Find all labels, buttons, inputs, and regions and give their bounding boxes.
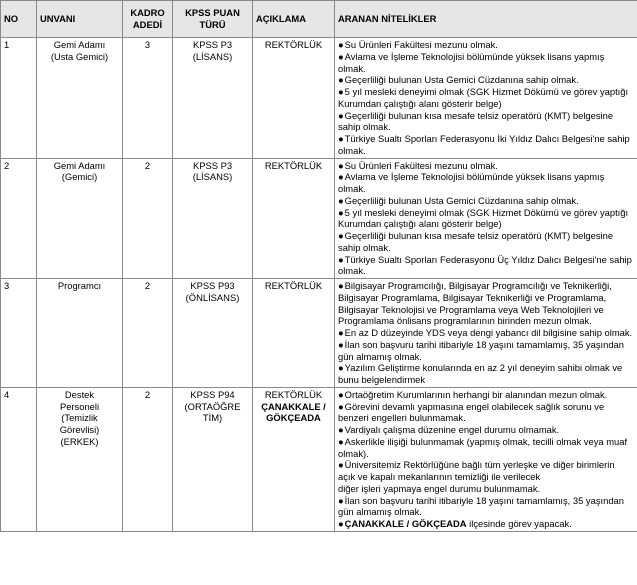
requirement-text: İlan son başvuru tarihi itibariyle 18 yaşını tamamlamış, 35 yaşından gün almamış olmak. (338, 494, 624, 518)
requirement-text: Türkiye Sualtı Sporları Federasyonu Üç Yıldız Dalıcı Belgesi'ne sahip olmak. (338, 253, 632, 277)
cell-kpss-puan-turu (173, 387, 253, 531)
requirement-item (338, 459, 634, 494)
cell-aciklama-text: REKTÖRLÜK (264, 159, 323, 171)
cell-kadro-adedi-text: 2 (144, 159, 151, 171)
requirement-text: İlan son başvuru tarihi itibariyle 18 yaşını tamamlamış, 35 yaşından gün almamış olmak. (338, 338, 624, 362)
table-row (1, 38, 637, 159)
cell-no (1, 38, 37, 159)
bullet-icon: ● (338, 230, 344, 241)
requirement-text-tail: ilçesinde görev yapacak. (466, 518, 572, 529)
cell-kadro-adedi-text: 3 (144, 39, 151, 50)
requirement-text: Görevini devamlı yapmasına engel olabilecek sağlık sorunu ve benzeri engelleri bulunmamak. (338, 400, 605, 424)
cell-unvan-text: Destek Personeli (Temizlik Görevlisi) (ERKEK) (59, 388, 100, 447)
requirement-text: Geçerliliği bulunan kısa mesafe telsiz operatörü (KMT) belgesine sahip olmak. (338, 109, 614, 133)
requirement-text: Yazılım Geliştirme konularında en az 2 yıl deneyim sahibi olmak ve bunu belgelendirmek (338, 362, 623, 385)
cell-kadro-adedi (123, 158, 173, 279)
requirement-item (338, 362, 634, 386)
cell-kadro-adedi-text: 2 (144, 280, 151, 291)
header-row (1, 1, 637, 38)
cell-no (1, 158, 37, 279)
cell-no-text: 1 (4, 39, 10, 50)
bullet-icon: ● (338, 39, 344, 50)
cell-kpss-puan-turu (173, 279, 253, 388)
requirement-item (338, 133, 634, 157)
bullet-icon: ● (338, 280, 344, 291)
requirement-text: Vardiyalı çalışma düzenine engel durumu olmamak. (344, 424, 560, 435)
cell-unvan-text: Gemi Adamı (Usta Gemici) (50, 39, 109, 62)
cell-aciklama-text: REKTÖRLÜK (264, 39, 323, 50)
requirement-item (338, 424, 634, 436)
requirement-text: Askerlikle ilişiği bulunmamak (yapmış olmak, tecilli olmak veya muaf olmak). (338, 435, 628, 459)
cell-kpss-puan-turu (173, 158, 253, 279)
requirement-item (338, 436, 634, 460)
table-row (1, 387, 637, 531)
requirement-item (338, 195, 634, 207)
requirement-item (338, 401, 634, 425)
table-row (1, 279, 637, 388)
header-aranan-nitelikler: ARANAN NİTELİKLER (335, 1, 637, 38)
cell-aciklama (253, 158, 335, 279)
cell-aciklama (253, 279, 335, 388)
bullet-icon: ● (338, 133, 344, 144)
bullet-icon: ● (338, 459, 344, 471)
requirement-item (338, 327, 634, 339)
bullet-icon: ● (338, 74, 344, 86)
bullet-icon: ● (338, 338, 344, 350)
cell-no-text: 3 (4, 280, 10, 291)
table-body (1, 38, 637, 532)
header-no: NO (1, 1, 37, 38)
requirement-text: Geçerliliği bulunan Usta Gemici Cüzdanına sahip olmak. (344, 194, 579, 206)
requirement-item (338, 280, 634, 327)
requirement-text: 5 yıl mesleki deneyimi olmak (SGK Hizmet Dökümü ve görev yaptığı Kurumdan çalıştığı alanı gösterir belge) (338, 206, 629, 230)
requirement-item (338, 110, 634, 134)
requirement-item (338, 51, 634, 75)
bullet-icon: ● (338, 494, 344, 506)
requirement-text: ÇANAKKALE / GÖKÇEADA (344, 518, 467, 529)
cell-aranan-nitelikler (335, 279, 637, 388)
requirement-text: 5 yıl mesleki deneyimi olmak (SGK Hizmet Dökümü ve görev yaptığı Kurumdan çalıştığı alanı gösterir belge) (338, 86, 629, 109)
cell-unvan (37, 38, 123, 159)
bullet-icon: ● (338, 253, 344, 265)
cell-aciklama (253, 38, 335, 159)
cell-kpss-puan-turu-text: KPSS P93 (ÖNLİSANS) (185, 280, 240, 303)
cell-aranan-nitelikler (335, 38, 637, 159)
cell-no (1, 279, 37, 388)
cell-kadro-adedi (123, 387, 173, 531)
bullet-icon: ● (338, 327, 344, 338)
requirement-item (338, 171, 634, 195)
cell-unvan (37, 387, 123, 531)
header-kpss-puan-turu: KPSS PUAN TÜRÜ (173, 1, 253, 38)
cell-kadro-adedi (123, 279, 173, 388)
cell-kpss-puan-turu-text: KPSS P3 (LİSANS) (192, 39, 233, 62)
cell-aciklama-text: REKTÖRLÜK (264, 280, 323, 291)
cell-aranan-nitelikler (335, 158, 637, 279)
requirement-item (338, 74, 634, 86)
requirement-item (338, 518, 634, 530)
bullet-icon: ● (338, 194, 344, 206)
requirement-text: Avlama ve İşleme Teknolojisi bölümünde yüksek lisans yapmış olmak. (338, 50, 605, 74)
header-unvan: UNVANI (37, 1, 123, 38)
cell-kadro-adedi (123, 38, 173, 159)
cell-aciklama-text: REKTÖRLÜK (264, 388, 323, 400)
bullet-icon: ● (338, 86, 344, 97)
cell-kadro-adedi-text: 2 (144, 388, 151, 400)
requirement-text: Geçerliliği bulunan kısa mesafe telsiz operatörü (KMT) belgesine sahip olmak. (338, 230, 614, 253)
bullet-icon: ● (338, 159, 344, 171)
requirement-text: Su Ürünleri Fakültesi mezunu olmak. (344, 39, 498, 50)
bullet-icon: ● (338, 400, 344, 412)
cell-no-text: 4 (4, 388, 10, 400)
cell-unvan-text: Gemi Adamı (Gemici) (53, 159, 106, 183)
cell-no-text: 2 (4, 159, 10, 171)
bullet-icon: ● (338, 50, 344, 62)
requirement-item (338, 160, 634, 172)
bullet-icon: ● (338, 435, 344, 447)
cell-kpss-puan-turu-text: KPSS P3 (LİSANS) (192, 159, 233, 183)
header-kadro-adedi: KADRO ADEDİ (123, 1, 173, 38)
requirement-text: Su Ürünleri Fakültesi mezunu olmak. (344, 159, 498, 171)
requirement-item (338, 39, 634, 51)
requirement-item (338, 254, 634, 278)
table-row (1, 158, 637, 279)
bullet-icon: ● (338, 424, 344, 435)
cell-aciklama-location: ÇANAKKALE / GÖKÇEADA (261, 400, 326, 424)
requirement-item (338, 230, 634, 254)
bullet-icon: ● (338, 362, 344, 374)
bullet-icon: ● (338, 388, 344, 400)
cell-unvan-text: Programcı (57, 280, 102, 291)
requirement-item (338, 389, 634, 401)
cell-no (1, 387, 37, 531)
requirement-item (338, 339, 634, 363)
requirement-text: Avlama ve İşleme Teknolojisi bölümünde yüksek lisans yapmış olmak. (338, 171, 605, 194)
requirement-text: Türkiye Sualtı Sporları Federasyonu İki Yıldız Dalıcı Belgesi'ne sahip olmak. (338, 133, 630, 156)
bullet-icon: ● (338, 109, 344, 121)
requirement-item (338, 495, 634, 519)
cell-kpss-puan-turu (173, 38, 253, 159)
requirement-text: Üniversitemiz Rektörlüğüne bağlı tüm yerleşke ve diğer birimlerin açık ve kapalı mekanlarının temizliği ile verilecek diğer işleri yapmaya engel durumu bulunmamak. (338, 459, 615, 494)
header-aciklama: AÇIKLAMA (253, 1, 335, 38)
cell-kpss-puan-turu-text: KPSS P94 (ORTAÖĞRE TİM) (184, 388, 241, 424)
cell-aciklama (253, 387, 335, 531)
requirement-text: Ortaöğretim Kurumlarının herhangi bir alanından mezun olmak. (344, 388, 608, 400)
cell-unvan (37, 158, 123, 279)
bullet-icon: ● (338, 206, 344, 218)
requirement-item (338, 86, 634, 110)
requirement-item (338, 207, 634, 231)
requirement-text: Geçerliliği bulunan Usta Gemici Cüzdanına sahip olmak. (344, 74, 579, 86)
bullet-icon: ● (338, 518, 344, 529)
requirement-text: Bilgisayar Programcılığı, Bilgisayar Programcılığı ve Teknikerliği, Bilgisayar Programlama, Bilgisayar Teknikerliği ve Programlama, Bilgisayar Teknolojisi ve Programlama veya Web Teknolojileri ve Programlama önlisans programlarının birinden mezun olmak. (338, 280, 612, 327)
cell-aranan-nitelikler (335, 387, 637, 531)
cell-unvan (37, 279, 123, 388)
requirement-text: En az D düzeyinde YDS veya dengi yabancı dil bilgisine sahip olmak. (344, 327, 633, 338)
bullet-icon: ● (338, 171, 344, 183)
